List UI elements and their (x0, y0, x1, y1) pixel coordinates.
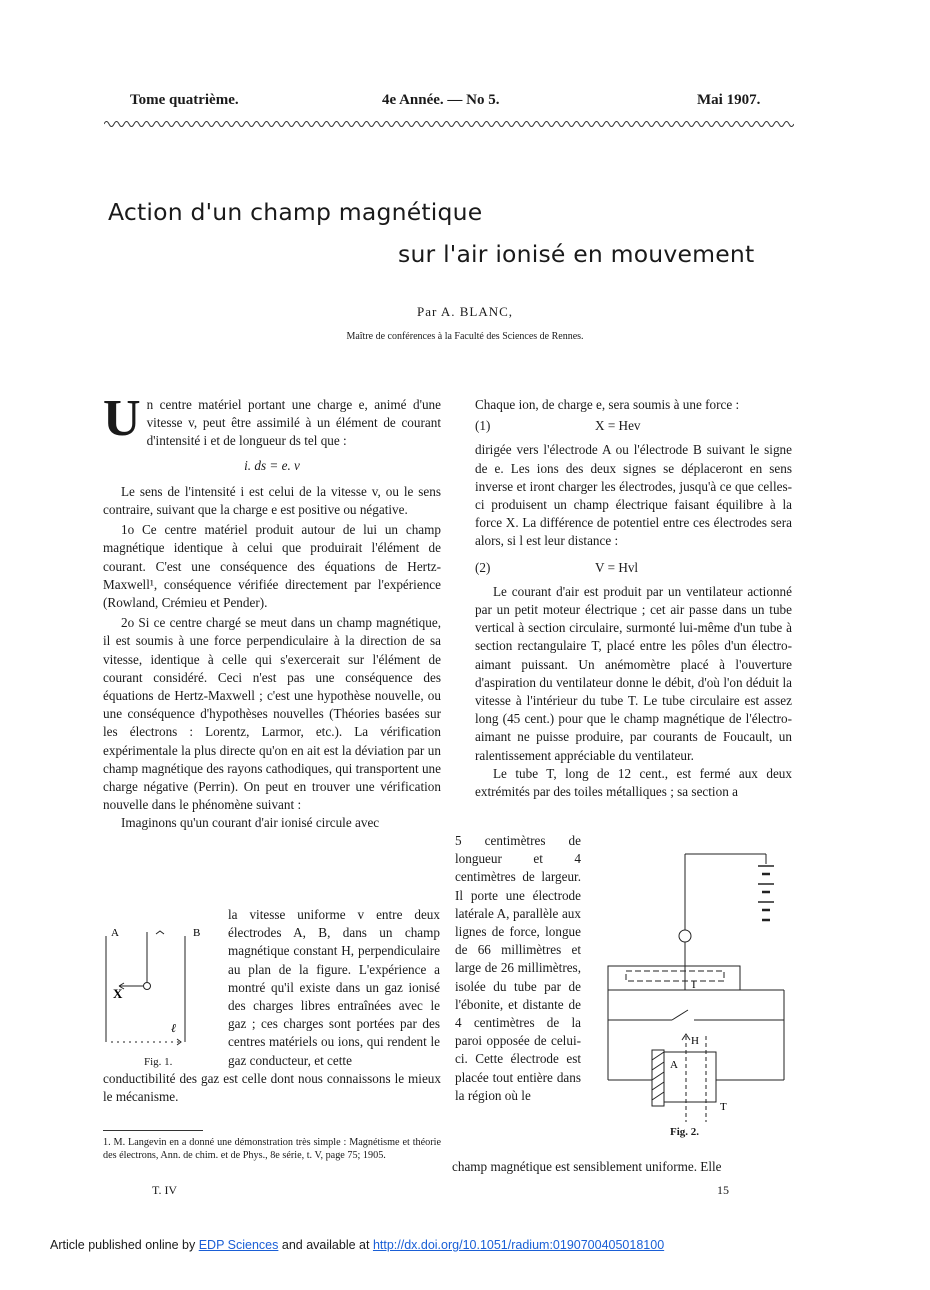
header-ornament-rule (104, 118, 794, 130)
doi-link[interactable]: http://dx.doi.org/10.1051/radium:0190700405018100 (372, 1238, 665, 1252)
paragraph-intro: n centre matériel portant une charge e, animé d'une vitesse v, peut être assimilé à un élément de courant d'intensité i et de longueur ds tel que : (146, 397, 441, 449)
issue-label: 4e Année. — No 5. (382, 92, 500, 108)
left-wrap-text (228, 906, 440, 1070)
right-column (475, 396, 792, 801)
fig1-label-l: ℓ (171, 1021, 176, 1035)
figure-1-caption: Fig. 1. (144, 1056, 173, 1068)
left-column (103, 390, 441, 833)
article-title-line-1: Action d'un champ magnétique (108, 198, 483, 226)
equation-2 (475, 559, 792, 577)
paragraph-point-2: 2o Si ce centre chargé se meut dans un champ magnétique, il est soumis à une force perpendiculaire à la direction de sa vitesse, identique à celle qui s'exercerait sur l'élément de courant considéré. Ceci n'est pas une conséquence des équations de Hertz-Maxwell ; c'est une hypothèse nouvelle, ou une conséquence d'hypothèses nouvelles (Théories basées sur les électrons : Lorentz, Larmor, etc.). La vérification expérimentale la plus directe qu'on en ait est la déviation par un champ magnétique des rayons cathodiques, qui transportent une charge négative (Perrin). On peut en trouver une vérification nouvelle dans le phénomène suivant : (103, 615, 441, 813)
equation-1-number: (1) (475, 418, 491, 434)
fig2-label-a: A (670, 1059, 678, 1071)
left-end-text (103, 1070, 441, 1106)
paragraph-tube-first: Le tube T, long de 12 cent., est fermé aux deux extrémités par des toiles métalliques ; sa section a (475, 765, 792, 800)
paragraph-air-current: Le courant d'air est produit par un ventilateur actionné par un petit moteur électrique ; cet air passe dans un tube vertical à section circulaire, surmonté lui-même d'un tube à section rectangulaire T, placé entre les pôles d'un électro-aimant puissant. Un anémomètre placé à l'ouverture d'aspiration du ventilateur donne le débit, d'où l'on déduit la vitesse à l'intérieur du tube T. Le tube circulaire est assez long (45 cent.) pour que le champ magnétique de l'électro-aimant ne puisse produire, par courants de Foucault, un ralentissement appréciable du ventilateur. (475, 583, 792, 763)
fig2-label-h: H (691, 1035, 699, 1047)
fig1-label-b: B (193, 927, 201, 939)
author-affiliation: Maître de conférences à la Faculté des Sciences de Rennes. (346, 331, 584, 342)
fig1-label-x: X (113, 986, 123, 1001)
drop-cap: U (103, 390, 141, 447)
right-wrap-text (455, 832, 581, 1105)
figure-2-diagram (598, 840, 798, 1140)
paragraph-directed: dirigée vers l'électrode A ou l'électrode B suivant le signe de e. Les ions des deux signes se déplaceront en sens inverse et iront charger les électrodes, jusqu'à ce que celles-ci produisent un champ électrique faisant équilibre à la force X. La différence de potentiel entre ces électrodes sera alors, si l est leur distance : (475, 442, 792, 549)
footnote-rule (103, 1130, 203, 1131)
page-number: 15 (717, 1183, 729, 1197)
equation-2-number: (2) (475, 559, 491, 575)
figure-2-caption: Fig. 2. (670, 1126, 700, 1138)
page-footer-volume: T. IV (152, 1183, 178, 1197)
fig2-label-i: I (692, 979, 696, 991)
right-end-text (452, 1158, 792, 1176)
equation-current-element: i. ds = e. v (244, 457, 300, 473)
equation-2-formula: V = Hvl (595, 559, 639, 575)
equation-1 (475, 417, 792, 435)
figure-1-diagram (103, 924, 221, 1050)
paragraph-imagine-first: Imaginons qu'un courant d'air ionisé circule avec (121, 815, 380, 831)
paragraph-imagine-end: conductibilité des gaz est celle dont nous connaissons le mieux le mécanisme. (103, 1071, 441, 1105)
paragraph-imagine-wrap: la vitesse uniforme v entre deux électrodes A, B, dans un champ magnétique constant H, perpendiculaire au plan de la figure. L'expérience a montré qu'il existe dans un gaz ionisé des charges libres entraînées avec le gaz ; ces charges sont portées par des centres matériels ou ions, qui rendent le gaz conducteur, et cette (228, 907, 440, 1068)
volume-label: Tome quatrième. (130, 92, 239, 108)
publisher-line (50, 1238, 664, 1252)
publisher-line-middle: and available at (281, 1238, 370, 1252)
article-title-line-2: sur l'air ionisé en mouvement (398, 240, 755, 268)
author-byline: Par A. BLANC, (416, 304, 514, 319)
publisher-link[interactable]: EDP Sciences (198, 1238, 279, 1252)
fig1-label-a: A (111, 927, 119, 939)
publisher-line-prefix: Article published online by (50, 1238, 196, 1252)
paragraph-force: Chaque ion, de charge e, sera soumis à une force : (475, 397, 740, 412)
fig2-label-t: T (720, 1101, 727, 1113)
paragraph-direction: Le sens de l'intensité i est celui de la vitesse v, ou le sens contraire, suivant que la charge e est positive ou négative. (103, 483, 441, 518)
paragraph-point-1: 1o Ce centre matériel produit autour de lui un champ magnétique identique à celui que produirait l'élément de courant. C'est une conséquence des équations de Hertz-Maxwell¹, conséquence vérifiée directement par l'expérience (Rowland, Crémieu et Pender). (103, 522, 441, 611)
paragraph-tube-end: champ magnétique est sensiblement uniforme. Elle (452, 1159, 722, 1174)
equation-1-formula: X = Hev (595, 418, 641, 434)
paragraph-tube-wrap: 5 centimètres de longueur et 4 centimètres de largeur. Il porte une électrode latérale A, parallèle aux lignes de force, longue de 66 millimètres et large de 26 millimètres, isolée du tube par de l'ébonite, et distante de 4 centimètres de la paroi opposée de celui-ci. Cette électrode est placée tout entière dans la région où le (455, 833, 581, 1103)
date-label: Mai 1907. (697, 92, 761, 108)
footnote: 1. M. Langevin en a donné une démonstration très simple : Magnétisme et théorie des électrons, Ann. de chim. et de Phys., 8e série, t. V, page 75; 1905. (103, 1137, 441, 1161)
